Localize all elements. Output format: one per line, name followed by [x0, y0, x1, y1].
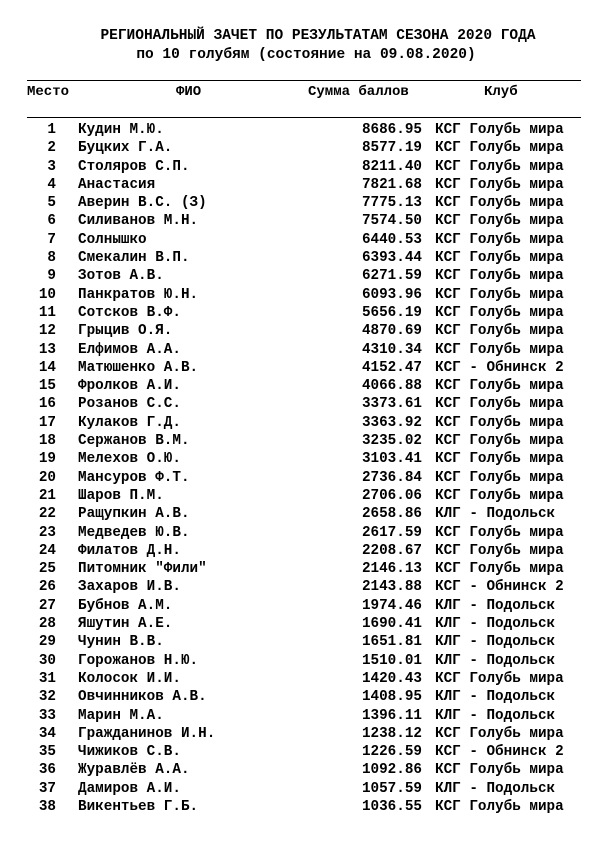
- row-score: 4066.88: [361, 378, 422, 395]
- page-subtitle: по 10 голубям (состояние на 09.08.2020): [136, 47, 476, 63]
- row-score: 7775.13: [361, 195, 422, 212]
- row-place: 4: [47, 176, 56, 193]
- header-bottom-rule: [27, 117, 581, 118]
- row-place: 38: [38, 798, 56, 815]
- row-place: 18: [38, 433, 56, 450]
- row-club: КСГ Голубь мира: [435, 140, 564, 157]
- row-club: КСГ Голубь мира: [435, 176, 564, 193]
- row-name: Чунин В.В.: [78, 634, 164, 651]
- table-row: [0, 633, 600, 651]
- column-header-club: Клуб: [484, 84, 518, 100]
- row-score: 1420.43: [361, 670, 422, 687]
- row-club: КСГ Голубь мира: [435, 304, 564, 321]
- row-score: 1036.55: [361, 798, 422, 815]
- row-name: Столяров С.П.: [78, 158, 190, 175]
- row-place: 9: [47, 268, 56, 285]
- row-name: Шаров П.М.: [78, 487, 164, 504]
- row-club: КЛГ - Подольск: [435, 780, 556, 797]
- row-club: КСГ Голубь мира: [435, 542, 564, 559]
- row-place: 8: [47, 250, 56, 267]
- row-name: Марин М.А.: [78, 707, 164, 724]
- row-name: Елфимов А.А.: [78, 341, 181, 358]
- row-name: Филатов Д.Н.: [78, 542, 181, 559]
- row-score: 1092.86: [361, 762, 422, 779]
- row-score: 2143.88: [361, 579, 422, 596]
- row-club: КСГ Голубь мира: [435, 451, 564, 468]
- row-score: 2146.13: [361, 561, 422, 578]
- row-score: 1651.81: [361, 634, 422, 651]
- row-place: 11: [38, 304, 56, 321]
- row-name: Фролков А.И.: [78, 378, 181, 395]
- table-row: [0, 560, 600, 578]
- table-row: [0, 158, 600, 176]
- row-name: Кудин М.Ю.: [78, 122, 164, 138]
- row-name: Колосок И.И.: [78, 670, 181, 687]
- table-row: [0, 231, 600, 249]
- table-row: [0, 524, 600, 542]
- row-club: КСГ Голубь мира: [435, 524, 564, 541]
- row-name: Мансуров Ф.Т.: [78, 469, 190, 486]
- row-place: 1: [47, 122, 56, 138]
- row-name: Смекалин В.П.: [78, 250, 190, 267]
- row-name: Питомник "Фили": [78, 561, 207, 578]
- row-club: КСГ Голубь мира: [435, 213, 564, 230]
- table-row: [0, 377, 600, 395]
- table-row: [0, 670, 600, 688]
- row-name: Горожанов Н.Ю.: [78, 652, 199, 669]
- row-name: Журавлёв А.А.: [78, 762, 190, 779]
- row-place: 7: [47, 231, 56, 248]
- row-place: 34: [38, 725, 56, 742]
- row-name: Аверин В.С. (З): [78, 195, 207, 212]
- row-club: КСГ Голубь мира: [435, 414, 564, 431]
- row-place: 16: [38, 396, 56, 413]
- row-place: 25: [38, 561, 56, 578]
- row-name: Викентьев Г.Б.: [78, 798, 199, 815]
- row-name: Мелехов О.Ю.: [78, 451, 181, 468]
- row-club: КСГ Голубь мира: [435, 158, 564, 175]
- row-score: 4310.34: [361, 341, 422, 358]
- row-place: 28: [38, 616, 56, 633]
- table-row: [0, 139, 600, 157]
- row-score: 7821.68: [361, 176, 422, 193]
- row-club: КСГ Голубь мира: [435, 122, 564, 138]
- row-score: 1238.12: [361, 725, 422, 742]
- row-name: Чижиков С.В.: [78, 744, 181, 761]
- row-club: КСГ Голубь мира: [435, 323, 564, 340]
- table-row: [0, 341, 600, 359]
- row-name: Грыцив О.Я.: [78, 323, 173, 340]
- row-club: КСГ Голубь мира: [435, 670, 564, 687]
- row-name: Анастасия: [78, 176, 156, 193]
- row-score: 8686.95: [361, 122, 422, 138]
- row-score: 1974.46: [361, 597, 422, 614]
- row-club: КСГ Голубь мира: [435, 561, 564, 578]
- table-row: [0, 469, 600, 487]
- table-row: [0, 542, 600, 560]
- table-row: [0, 487, 600, 505]
- row-name: Захаров И.В.: [78, 579, 181, 596]
- row-score: 2658.86: [361, 506, 422, 523]
- row-place: 21: [38, 487, 56, 504]
- row-name: Зотов А.В.: [78, 268, 164, 285]
- table-row: [0, 725, 600, 743]
- table-row: [0, 249, 600, 267]
- row-club: КСГ Голубь мира: [435, 286, 564, 303]
- row-club: КСГ - Обнинск 2: [435, 579, 564, 596]
- row-name: Буцких Г.А.: [78, 140, 173, 157]
- row-club: КСГ Голубь мира: [435, 798, 564, 815]
- row-club: КЛГ - Подольск: [435, 689, 556, 706]
- row-score: 3103.41: [361, 451, 422, 468]
- row-place: 26: [38, 579, 56, 596]
- row-name: Гражданинов И.Н.: [78, 725, 216, 742]
- row-name: Сотсков В.Ф.: [78, 304, 181, 321]
- page-title: РЕГИОНАЛЬНЫЙ ЗАЧЕТ ПО РЕЗУЛЬТАТАМ СЕЗОНА 2020 ГОДА: [100, 28, 536, 44]
- row-club: КСГ Голубь мира: [435, 378, 564, 395]
- row-score: 2736.84: [361, 469, 422, 486]
- table-row: [0, 286, 600, 304]
- row-club: КСГ - Обнинск 2: [435, 744, 564, 761]
- row-place: 12: [38, 323, 56, 340]
- row-club: КСГ Голубь мира: [435, 268, 564, 285]
- row-score: 1408.95: [361, 689, 422, 706]
- column-header-place: Место: [27, 84, 70, 100]
- row-score: 6271.59: [361, 268, 422, 285]
- row-place: 36: [38, 762, 56, 779]
- row-place: 29: [38, 634, 56, 651]
- row-club: КСГ Голубь мира: [435, 487, 564, 504]
- row-score: 8577.19: [361, 140, 422, 157]
- row-place: 19: [38, 451, 56, 468]
- row-name: Розанов С.С.: [78, 396, 181, 413]
- table-row: [0, 780, 600, 798]
- row-score: 6440.53: [361, 231, 422, 248]
- row-place: 32: [38, 689, 56, 706]
- table-row: [0, 707, 600, 725]
- row-place: 30: [38, 652, 56, 669]
- row-club: КЛГ - Подольск: [435, 634, 556, 651]
- row-place: 23: [38, 524, 56, 541]
- row-score: 2706.06: [361, 487, 422, 504]
- table-row: [0, 414, 600, 432]
- row-place: 24: [38, 542, 56, 559]
- table-row: [0, 578, 600, 596]
- row-place: 20: [38, 469, 56, 486]
- row-place: 22: [38, 506, 56, 523]
- table-row: [0, 322, 600, 340]
- table-row: [0, 615, 600, 633]
- row-club: КСГ Голубь мира: [435, 231, 564, 248]
- row-club: КЛГ - Подольск: [435, 616, 556, 633]
- row-score: 1510.01: [361, 652, 422, 669]
- column-header-name: ФИО: [176, 84, 202, 100]
- row-club: КСГ Голубь мира: [435, 433, 564, 450]
- row-place: 35: [38, 744, 56, 761]
- row-place: 27: [38, 597, 56, 614]
- table-row: [0, 194, 600, 212]
- row-place: 31: [38, 670, 56, 687]
- row-score: 5656.19: [361, 304, 422, 321]
- row-club: КСГ Голубь мира: [435, 725, 564, 742]
- row-place: 5: [47, 195, 56, 212]
- table-row: [0, 359, 600, 377]
- row-score: 1690.41: [361, 616, 422, 633]
- row-score: 3235.02: [361, 433, 422, 450]
- row-score: 1396.11: [361, 707, 422, 724]
- table-row: [0, 267, 600, 285]
- row-club: КСГ Голубь мира: [435, 250, 564, 267]
- row-name: Сержанов В.М.: [78, 433, 190, 450]
- row-club: КЛГ - Подольск: [435, 652, 556, 669]
- row-club: КЛГ - Подольск: [435, 707, 556, 724]
- row-place: 10: [38, 286, 56, 303]
- table-row: [0, 761, 600, 779]
- table-row: [0, 395, 600, 413]
- column-header-score: Сумма баллов: [308, 84, 409, 100]
- row-score: 8211.40: [361, 158, 422, 175]
- row-club: КСГ - Обнинск 2: [435, 359, 564, 376]
- row-club: КЛГ - Подольск: [435, 597, 556, 614]
- row-name: Солнышко: [78, 231, 147, 248]
- row-score: 3363.92: [361, 414, 422, 431]
- row-name: Дамиров А.И.: [78, 780, 181, 797]
- row-name: Медведев Ю.В.: [78, 524, 190, 541]
- row-place: 6: [47, 213, 56, 230]
- table-row: [0, 652, 600, 670]
- row-place: 15: [38, 378, 56, 395]
- header-top-rule: [27, 80, 581, 81]
- row-name: Бубнов А.М.: [78, 597, 173, 614]
- row-score: 1226.59: [361, 744, 422, 761]
- table-row: [0, 121, 600, 139]
- row-place: 33: [38, 707, 56, 724]
- table-row: [0, 688, 600, 706]
- row-score: 2617.59: [361, 524, 422, 541]
- table-row: [0, 798, 600, 816]
- row-score: 7574.50: [361, 213, 422, 230]
- row-name: Яшутин А.Е.: [78, 616, 173, 633]
- table-row: [0, 743, 600, 761]
- table-row: [0, 176, 600, 194]
- row-club: КСГ Голубь мира: [435, 762, 564, 779]
- row-name: Матюшенко А.В.: [78, 359, 199, 376]
- table-row: [0, 597, 600, 615]
- table-row: [0, 304, 600, 322]
- row-club: КСГ Голубь мира: [435, 341, 564, 358]
- row-score: 2208.67: [361, 542, 422, 559]
- table-row: [0, 432, 600, 450]
- row-place: 14: [38, 359, 56, 376]
- row-score: 6093.96: [361, 286, 422, 303]
- row-place: 13: [38, 341, 56, 358]
- row-score: 4152.47: [361, 359, 422, 376]
- row-place: 3: [47, 158, 56, 175]
- row-name: Овчинников А.В.: [78, 689, 207, 706]
- row-name: Силиванов М.Н.: [78, 213, 199, 230]
- row-club: КСГ Голубь мира: [435, 469, 564, 486]
- row-score: 4870.69: [361, 323, 422, 340]
- row-place: 37: [38, 780, 56, 797]
- table-row: [0, 212, 600, 230]
- standings-table-body: [0, 121, 600, 816]
- row-name: Кулаков Г.Д.: [78, 414, 181, 431]
- table-row: [0, 505, 600, 523]
- row-name: Ращупкин А.В.: [78, 506, 190, 523]
- row-score: 1057.59: [361, 780, 422, 797]
- row-place: 2: [47, 140, 56, 157]
- row-score: 6393.44: [361, 250, 422, 267]
- table-row: [0, 450, 600, 468]
- row-club: КЛГ - Подольск: [435, 506, 556, 523]
- row-name: Панкратов Ю.Н.: [78, 286, 199, 303]
- row-place: 17: [38, 414, 56, 431]
- row-club: КСГ Голубь мира: [435, 195, 564, 212]
- row-score: 3373.61: [361, 396, 422, 413]
- row-club: КСГ Голубь мира: [435, 396, 564, 413]
